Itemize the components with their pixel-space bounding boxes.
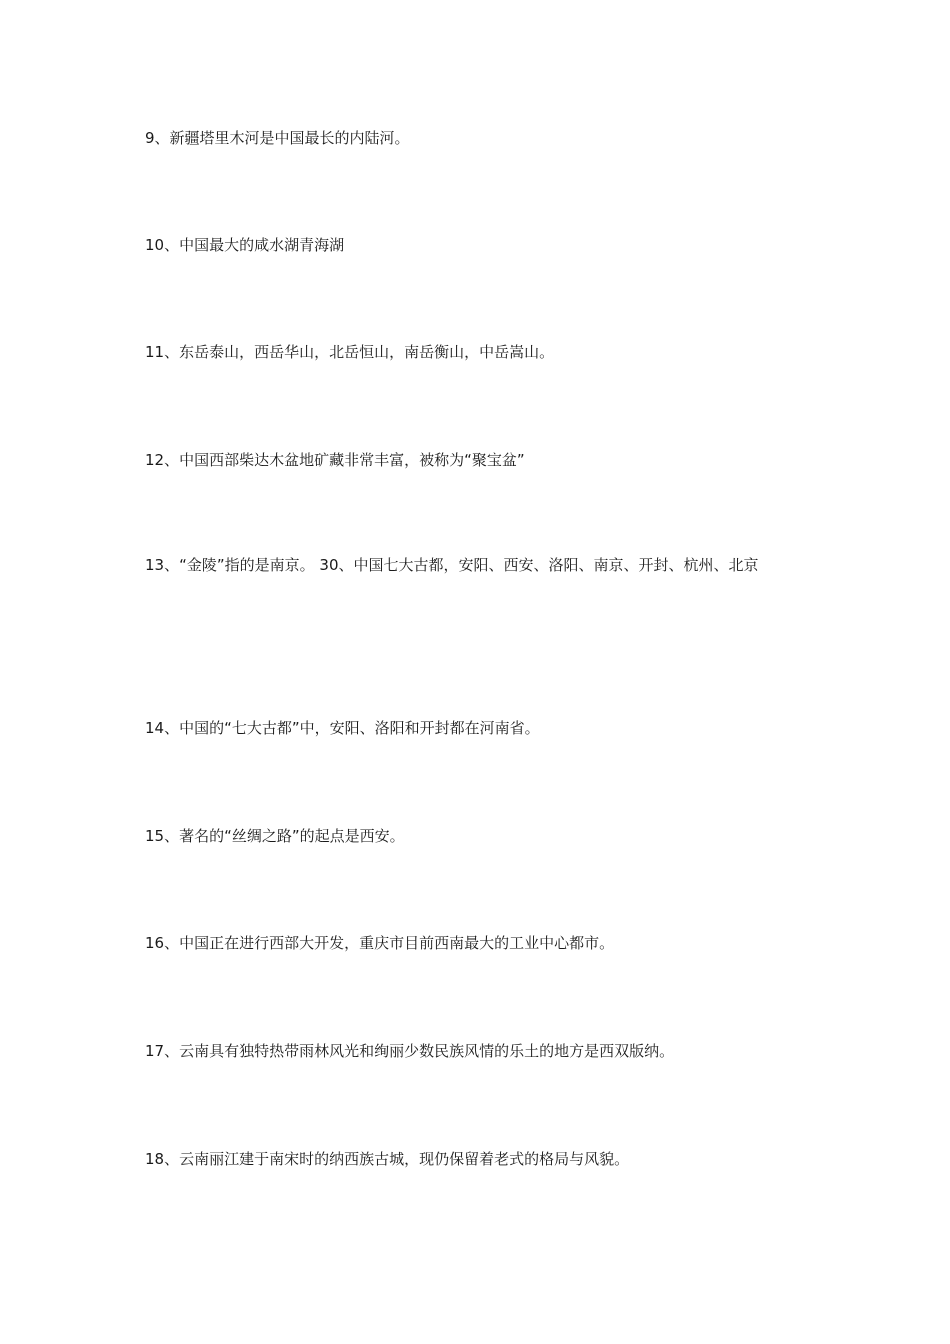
- paragraph-16: 16、中国正在进行西部大开发，重庆市目前西南最大的工业中心都市。: [145, 934, 615, 952]
- paragraph-18: 18、云南丽江建于南宋时的纳西族古城，现仍保留着老式的格局与风貌。: [145, 1150, 630, 1168]
- paragraph-13: 13、“金陵”指的是南京。 30、中国七大古都，安阳、西安、洛阳、南京、开封、杭州、北京: [145, 556, 759, 574]
- paragraph-11: 11、东岳泰山，西岳华山，北岳恒山，南岳衡山，中岳嵩山。: [145, 343, 555, 361]
- paragraph-17: 17、云南具有独特热带雨林风光和绚丽少数民族风情的乐土的地方是西双版纳。: [145, 1042, 675, 1060]
- paragraph-10: 10、中国最大的咸水湖青海湖: [145, 236, 345, 254]
- paragraph-15: 15、著名的“丝绸之路”的起点是西安。: [145, 827, 405, 845]
- paragraph-14: 14、中国的“七大古都”中，安阳、洛阳和开封都在河南省。: [145, 719, 540, 737]
- paragraph-12: 12、中国西部柴达木盆地矿藏非常丰富，被称为“聚宝盆”: [145, 451, 525, 469]
- paragraph-9: 9、新疆塔里木河是中国最长的内陆河。: [145, 129, 410, 147]
